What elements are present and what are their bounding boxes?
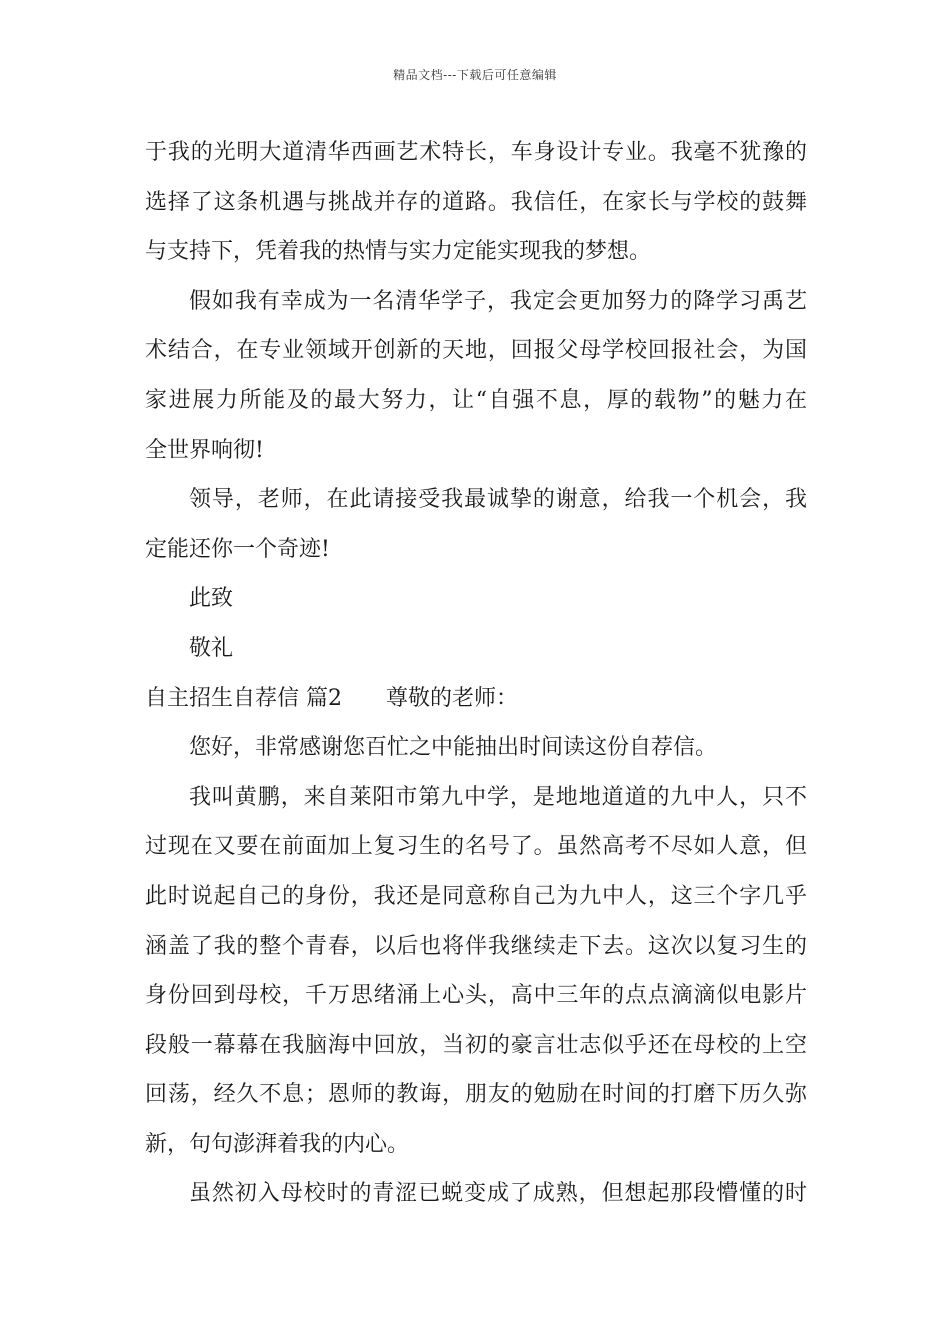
text-line: 定能还你一个奇迹! xyxy=(145,536,330,562)
text-line: 全世界响彻! xyxy=(145,437,264,463)
page-header: 精品文档---下载后可任意编辑 xyxy=(393,68,557,82)
text-line: 虽然初入母校时的青涩已蜕变成了成熟，但想起那段懵懂的时 xyxy=(189,1181,807,1207)
document-body xyxy=(145,128,807,1219)
text-line: 段般一幕幕在我脑海中回放，当初的豪言壮志似乎还在母校的上空 xyxy=(145,1032,807,1058)
text-line: 新，句句澎湃着我的内心。 xyxy=(145,1131,410,1157)
text-line: 过现在又要在前面加上复习生的名号了。虽然高考不尽如人意，但 xyxy=(145,834,807,860)
text-line: 身份回到母校，千万思绪涌上心头，高中三年的点点滴滴似电影片 xyxy=(145,983,807,1009)
text-line: 涵盖了我的整个青春，以后也将伴我继续走下去。这次以复习生的 xyxy=(145,933,807,959)
text-line: 与支持下，凭着我的热情与实力定能实现我的梦想。 xyxy=(145,239,652,265)
text-line: 您好，非常感谢您百忙之中能抽出时间读这份自荐信。 xyxy=(189,735,718,761)
section-heading-line: 自主招生自荐信 篇2 尊敬的老师： xyxy=(145,685,518,711)
text-line: 回荡，经久不息；恩师的教诲，朋友的勉励在时间的打磨下历久弥 xyxy=(145,1082,807,1108)
text-line: 假如我有幸成为一名清华学子，我定会更加努力的降学习禹艺 xyxy=(189,288,807,314)
text-line: 于我的光明大道清华西画艺术特长，车身设计专业。我毫不犹豫的 xyxy=(145,140,807,165)
text-line: 此致 xyxy=(189,586,234,612)
text-line: 我叫黄鹏，来自莱阳市第九中学，是地地道道的九中人，只不 xyxy=(189,784,807,810)
text-line: 选择了这条机遇与挑战并存的道路。我信任，在家长与学校的鼓舞 xyxy=(145,189,807,215)
text-line: 此时说起自己的身份，我还是同意称自己为九中人，这三个字几乎 xyxy=(145,883,807,909)
text-line: 敬礼 xyxy=(189,635,234,661)
text-line: 家进展力所能及的最大努力，让“自强不息，厚的载物”的魅力在 xyxy=(145,387,807,413)
text-line: 术结合，在专业领域开创新的天地，回报父母学校回报社会，为国 xyxy=(145,338,807,364)
text-line: 领导，老师，在此请接受我最诚挚的谢意，给我一个机会，我 xyxy=(189,487,807,513)
